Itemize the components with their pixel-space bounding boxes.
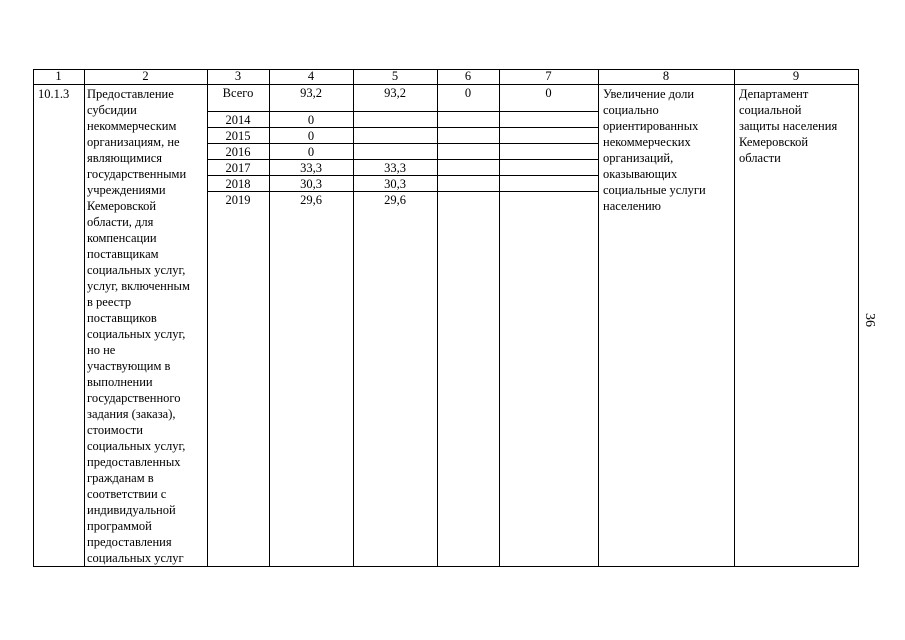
result-line: социально (603, 103, 659, 117)
description-line: но не (87, 343, 116, 357)
responsible-executor (739, 86, 837, 166)
result-line: Увеличение доли (603, 87, 695, 101)
result-line: оказывающих (603, 167, 678, 181)
funding-value: 93,2 (300, 86, 322, 100)
description-line: социальных услуг, (87, 327, 186, 341)
description-line: социальных услуг (87, 551, 184, 565)
funding-value: 29,6 (384, 193, 406, 207)
result-line: социальные услуги (603, 183, 706, 197)
description-line: в реестр (87, 295, 132, 309)
description-line: выполнении (87, 375, 153, 389)
description-line: поставщикам (87, 247, 159, 261)
year-label: 2018 (225, 177, 251, 191)
header-col-8: 8 (662, 69, 670, 83)
header-col-7: 7 (545, 69, 552, 83)
year-label: 2015 (225, 129, 251, 143)
executor-line: социальной (739, 103, 802, 117)
header-col-5: 5 (391, 69, 399, 83)
description-line: задания (заказа), (87, 407, 176, 421)
funding-value: 0 (307, 145, 315, 159)
description-line: государственными (87, 167, 187, 181)
description-line: предоставления (87, 535, 172, 549)
description-line: предоставленных (87, 455, 181, 469)
header-col-9: 9 (792, 69, 800, 83)
funding-value: 0 (307, 129, 315, 143)
header-col-1: 1 (55, 69, 62, 83)
description-line: поставщиков (87, 311, 157, 325)
description-line: Кемеровской (87, 199, 157, 213)
year-label: 2016 (225, 145, 251, 159)
funding-value: 0 (464, 86, 472, 100)
result-line: населению (603, 199, 661, 213)
description-line: социальных услуг, (87, 263, 186, 277)
description-line: области, для (87, 215, 154, 229)
description-line: компенсации (87, 231, 157, 245)
description-line: организациям, не (87, 135, 180, 149)
description-line: программой (87, 519, 152, 533)
expected-result (603, 86, 706, 214)
description-line: услуг, включенным (87, 279, 190, 293)
program-table (33, 69, 859, 567)
funding-value: 0 (545, 86, 552, 100)
measure-description (87, 86, 205, 566)
executor-line: защиты населения (739, 119, 838, 133)
year-label: 2019 (225, 193, 251, 207)
executor-line: Департамент (739, 87, 809, 101)
description-line: соответствии с (87, 487, 167, 501)
page-number: 36 (862, 313, 877, 327)
executor-line: области (739, 151, 781, 165)
year-label: Всего (222, 86, 254, 100)
funding-value: 33,3 (300, 161, 322, 175)
result-line: некоммерческих (603, 135, 691, 149)
funding-value: 33,3 (384, 161, 406, 175)
description-line: являющимися (87, 151, 163, 165)
header-col-3: 3 (234, 69, 242, 83)
funding-value: 29,6 (300, 193, 322, 207)
description-line: гражданам в (87, 471, 154, 485)
result-line: ориентированных (603, 119, 699, 133)
description-line: индивидуальной (87, 503, 176, 517)
description-line: субсидии (87, 103, 137, 117)
description-line: социальных услуг, (87, 439, 186, 453)
description-line: стоимости (87, 423, 143, 437)
funding-value: 0 (307, 113, 315, 127)
description-line: государственного (87, 391, 181, 405)
row-number: 10.1.3 (38, 87, 70, 101)
result-line: организаций, (603, 151, 674, 165)
executor-line: Кемеровской (739, 135, 809, 149)
description-line: учреждениями (87, 183, 166, 197)
header-col-2: 2 (142, 69, 149, 83)
year-label: 2014 (225, 113, 251, 127)
description-line: некоммерческим (87, 119, 177, 133)
header-col-4: 4 (307, 69, 315, 83)
description-line: Предоставление (87, 87, 174, 101)
funding-value: 30,3 (300, 177, 322, 191)
funding-value: 93,2 (384, 86, 406, 100)
funding-value: 30,3 (384, 177, 406, 191)
header-col-6: 6 (464, 69, 472, 83)
description-line: участвующим в (87, 359, 171, 373)
year-label: 2017 (225, 161, 251, 175)
